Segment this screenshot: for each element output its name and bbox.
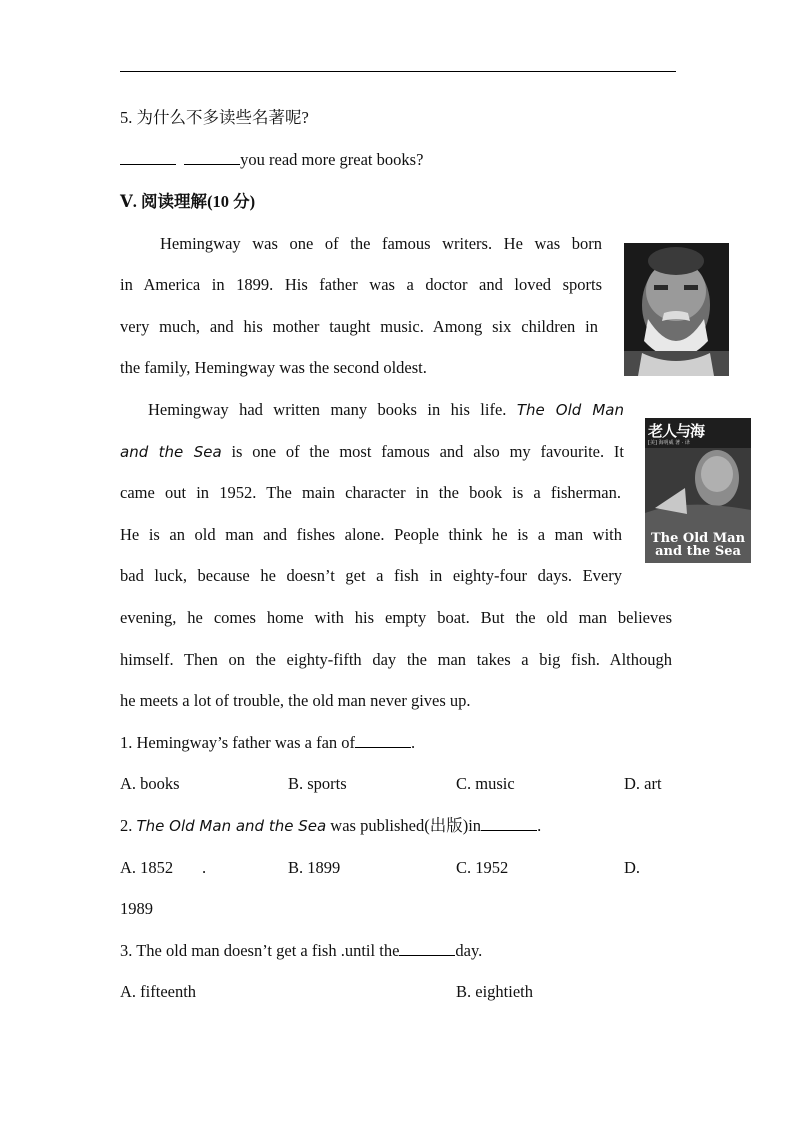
question-3-stem: 3. The old man doesn’t get a fish .until the day. [120, 941, 483, 960]
passage-line: in America in 1899. His father was a doctor and loved sports [120, 275, 602, 294]
passage-line: He is an old man and fishes alone. People think he is a man with [120, 525, 622, 544]
hemingway-portrait-photo [624, 243, 729, 376]
passage-line: very much, and his mother taught music. Among six children in [120, 317, 598, 336]
option-c[interactable]: C. 1952 [456, 858, 509, 877]
option-d-value: 1989 [120, 899, 153, 918]
cover-chinese-subtitle: [美] 海明威 著 · 译 [648, 440, 690, 446]
section-score: (10 分) [207, 192, 256, 211]
answer-blank[interactable] [184, 150, 240, 165]
book-title: and the Sea [120, 443, 222, 461]
option-d[interactable]: D. art [624, 774, 662, 793]
answer-blank[interactable] [481, 816, 537, 831]
option-b[interactable]: B. sports [288, 774, 347, 793]
portrait-icon [624, 243, 729, 376]
passage-line: Hemingway was one of the famous writers. He was born [160, 234, 602, 253]
passage-line: and the Sea is one of the most famous and also my favourite. It [120, 442, 625, 461]
option-a[interactable]: A. fifteenth [120, 982, 197, 1001]
book-title: The Old Man and the Sea [136, 817, 327, 835]
option-b[interactable]: B. 1899 [288, 858, 341, 877]
cover-chinese-title: 老人与海 [648, 422, 705, 440]
answer-blank[interactable] [355, 733, 411, 748]
option-a[interactable]: A. 1852 [120, 858, 174, 877]
section-title: Ⅴ. 阅读理解 [120, 192, 208, 211]
option-d[interactable]: D. [624, 858, 641, 877]
option-c[interactable]: C. music [456, 774, 515, 793]
passage-line: the family, Hemingway was the second oldest. [120, 358, 427, 377]
header-rule [120, 71, 676, 72]
book-title: The Old Man [516, 401, 624, 419]
q5-chinese-prompt: 5. 为什么不多读些名著呢? [120, 108, 309, 127]
q5-english-line [120, 150, 423, 170]
passage-line: Hemingway had written many books in his life. The Old Man [148, 400, 624, 419]
cover-english-title: The Old Man and the Sea [650, 531, 746, 559]
passage-line: he meets a lot of trouble, the old man never gives up. [120, 691, 471, 710]
passage-line: bad luck, because he doesn’t get a fish in eighty-four days. Every [120, 566, 622, 585]
answer-blank[interactable] [120, 150, 176, 165]
q5-english-tail: you read more great books? [240, 150, 424, 169]
option-b[interactable]: B. eightieth [456, 982, 533, 1001]
passage-line: himself. Then on the eighty-fifth day the man takes a big fish. Although [120, 650, 672, 669]
passage-line: came out in 1952. The main character in the book is a fisherman. [120, 483, 621, 502]
question-2-stem: 2. The Old Man and the Sea was published(出版)in . [120, 816, 542, 835]
passage-line: evening, he comes home with his empty boat. But the old man believes [120, 608, 672, 627]
option-a[interactable]: A. books [120, 774, 180, 793]
question-1-stem: 1. Hemingway’s father was a fan of . [120, 733, 416, 752]
stray-dot: . [202, 858, 207, 877]
section-heading [120, 192, 255, 212]
answer-blank[interactable] [399, 941, 455, 956]
book-cover-image [645, 418, 751, 563]
